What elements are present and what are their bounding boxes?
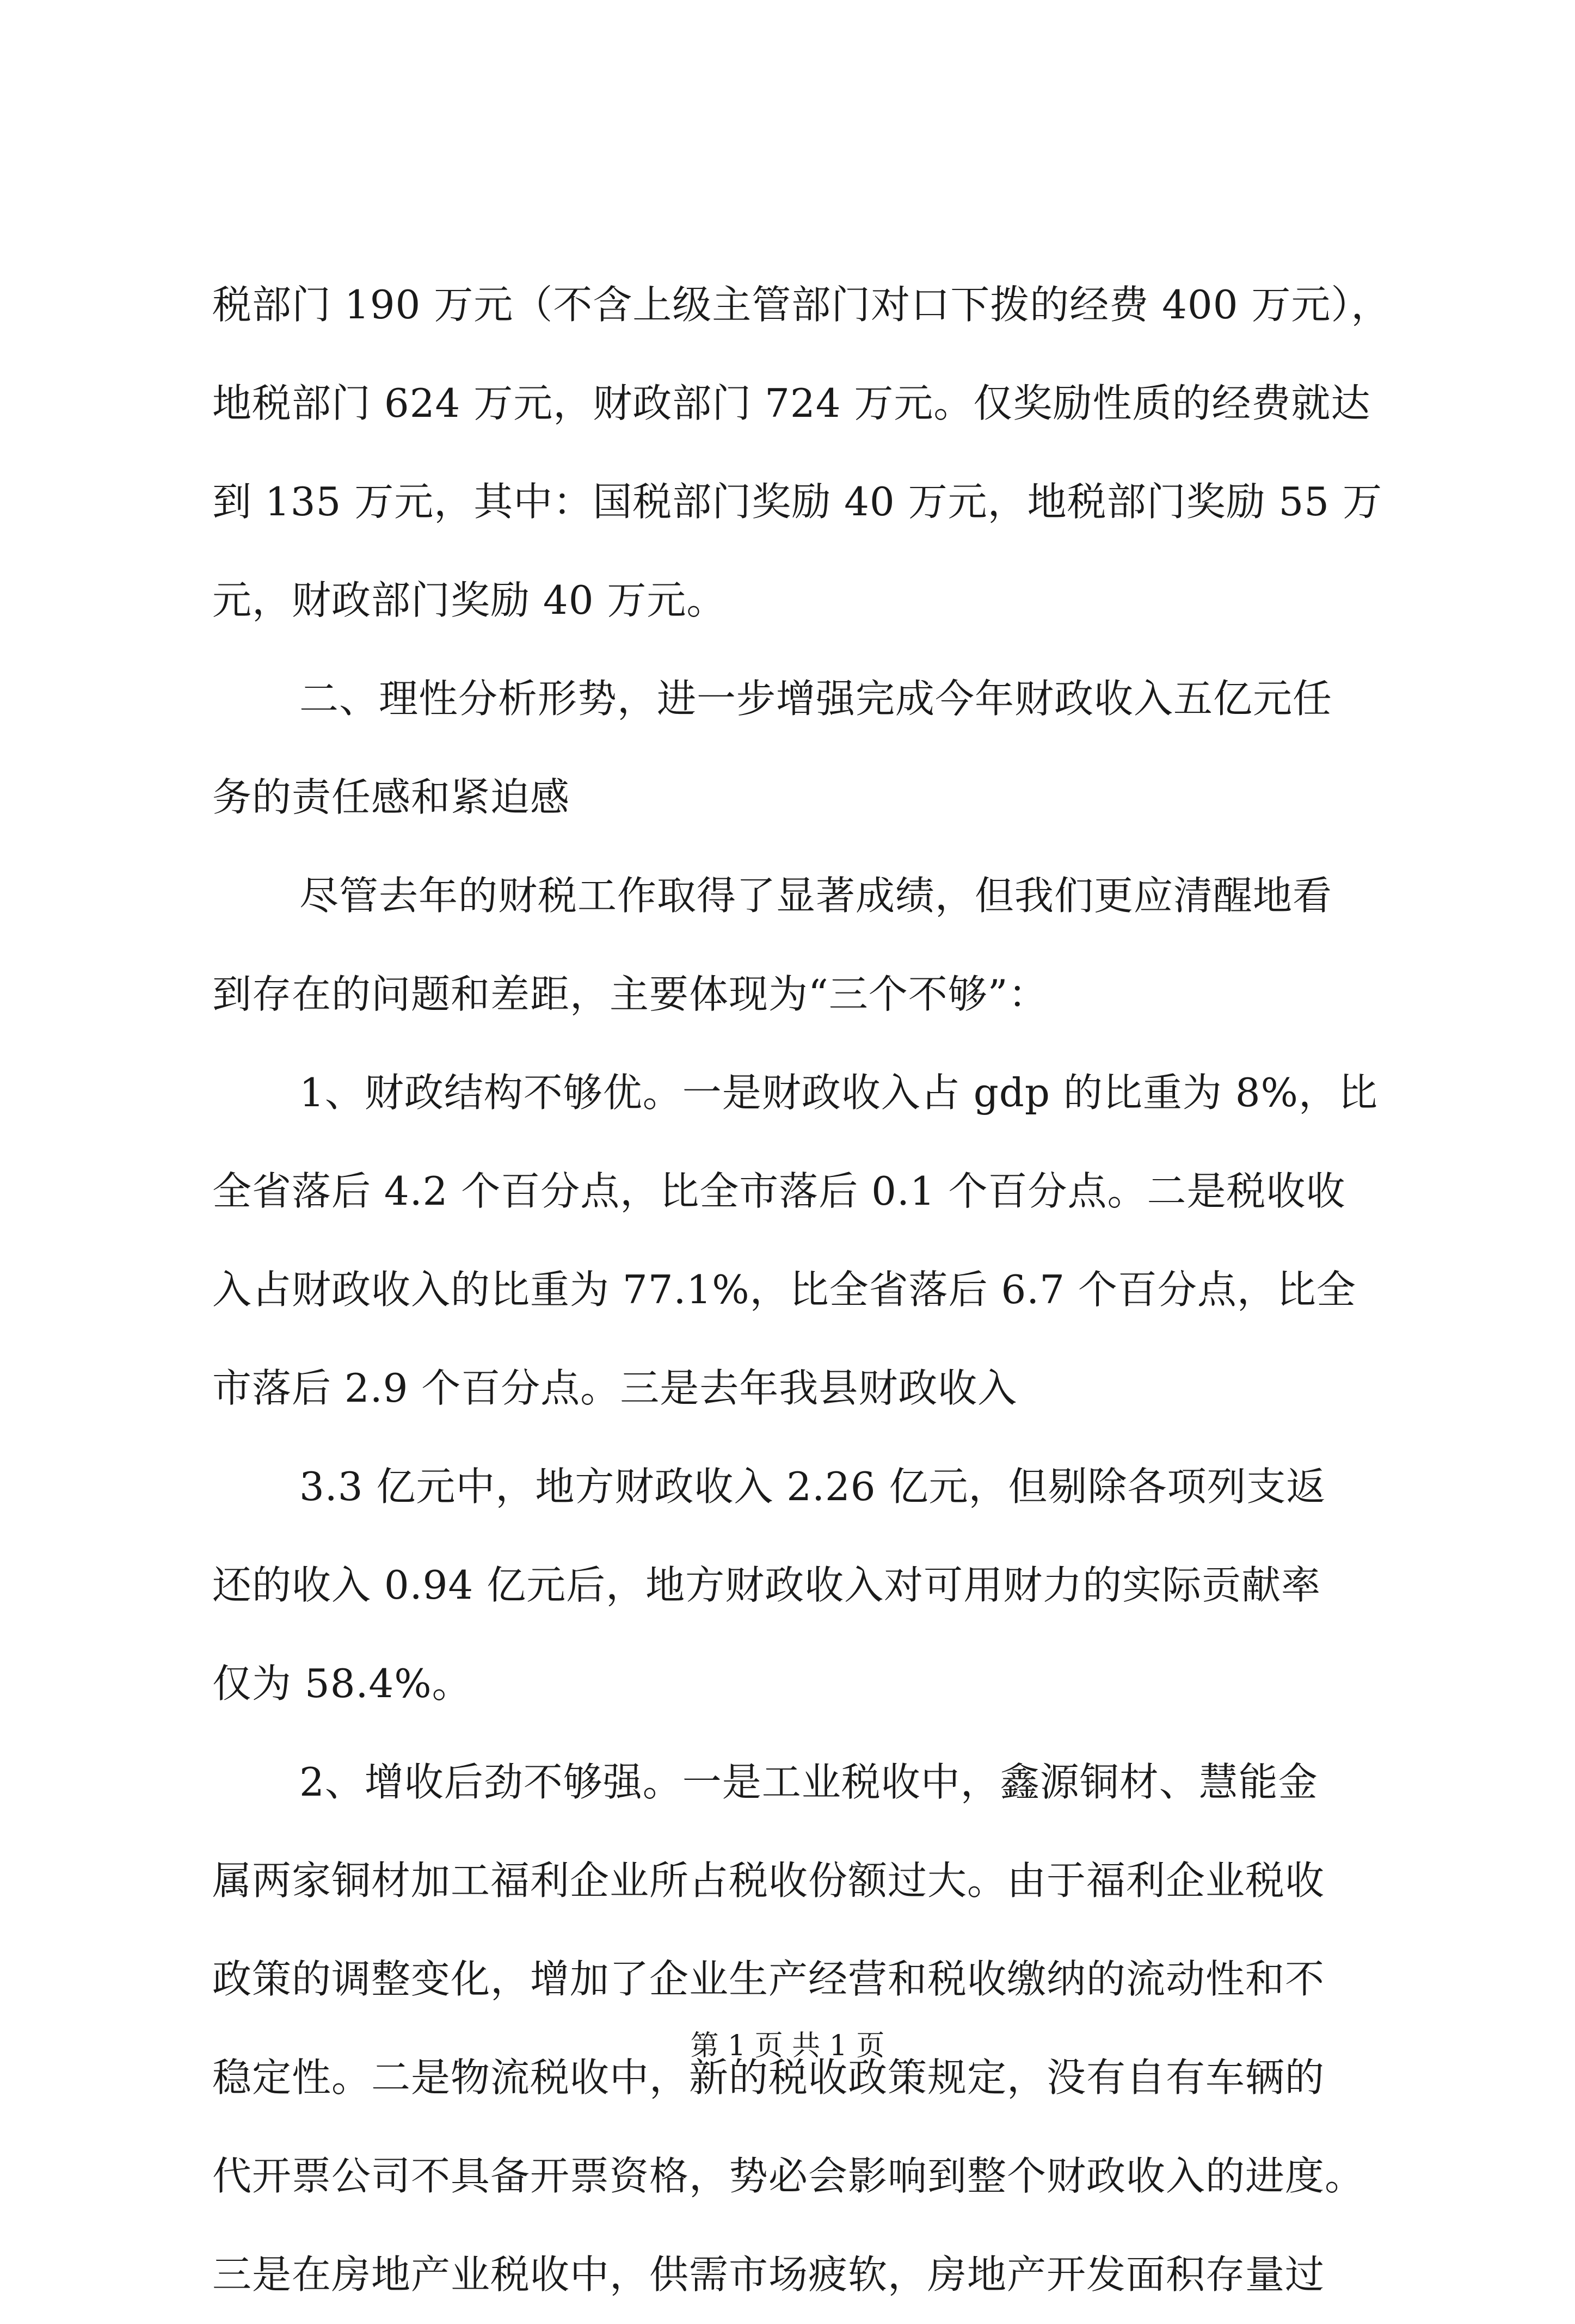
- text-line: 代开票公司不具备开票资格，势必会影响到整个财政收入的进度。: [212, 2153, 1365, 2199]
- text-line: 务的责任感和紧迫感: [212, 774, 570, 820]
- text-line: 到 135 万元，其中：国税部门奖励 40 万元，地税部门奖励 55 万: [212, 479, 1382, 525]
- text-line: 稳定性。二是物流税收中，新的税收政策规定，没有自有车辆的: [212, 2055, 1325, 2100]
- text-line: 地税部门 624 万元，财政部门 724 万元。仅奖励性质的经费就达: [212, 380, 1371, 426]
- text-line: 2、增收后劲不够强。一是工业税收中，鑫源铜材、慧能金: [299, 1759, 1318, 1805]
- text-line: 全省落后 4.2 个百分点，比全市落后 0.1 个百分点。二是税收收: [212, 1168, 1346, 1214]
- text-line: 属两家铜材加工福利企业所占税收份额过大。由于福利企业税收: [212, 1858, 1325, 1903]
- document-body: [212, 256, 1391, 2324]
- text-line: 元，财政部门奖励 40 万元。: [212, 577, 727, 623]
- text-line: 1、财政结构不够优。一是财政收入占 gdp 的比重为 8%，比: [299, 1070, 1378, 1115]
- text-line: 政策的调整变化，增加了企业生产经营和税收缴纳的流动性和不: [212, 1956, 1325, 2002]
- text-line: 尽管去年的财税工作取得了显著成绩，但我们更应清醒地看: [299, 873, 1333, 918]
- text-line: 二、理性分析形势，进一步增强完成今年财政收入五亿元任: [299, 676, 1333, 722]
- text-line: 税部门 190 万元（不含上级主管部门对口下拨的经费 400 万元），: [212, 282, 1391, 328]
- text-line: 市落后 2.9 个百分点。三是去年我县财政收入: [212, 1365, 1018, 1411]
- text-line: 入占财政收入的比重为 77.1%，比全省落后 6.7 个百分点，比全: [212, 1267, 1356, 1312]
- text-line: 还的收入 0.94 亿元后，地方财政收入对可用财力的实际贡献率: [212, 1562, 1321, 1608]
- text-line: 仅为 58.4%。: [212, 1661, 472, 1706]
- text-line: 到存在的问题和差距，主要体现为“三个不够”：: [212, 971, 1048, 1017]
- text-line: 三是在房地产业税收中，供需市场疲软，房地产开发面积存量过: [212, 2252, 1325, 2297]
- page-footer: 第 1 页 共 1 页: [690, 2030, 885, 2062]
- text-line: 3.3 亿元中，地方财政收入 2.26 亿元，但剔除各项列支返: [299, 1464, 1326, 1509]
